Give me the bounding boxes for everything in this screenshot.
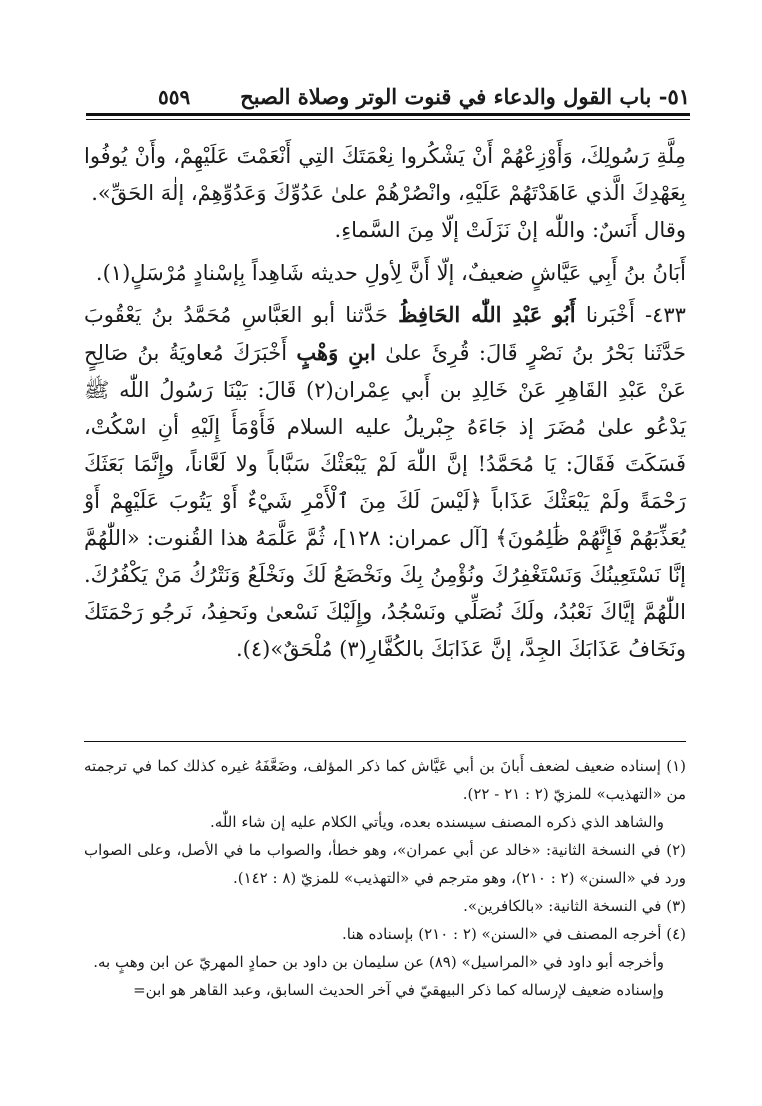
footnote-separator bbox=[84, 741, 686, 742]
hadith-lead: أَخْبَرنا bbox=[585, 303, 635, 327]
page-number: ٥٥٩ bbox=[158, 85, 191, 109]
main-text bbox=[84, 138, 686, 668]
header-rule-thin bbox=[86, 119, 690, 120]
paragraph: وقال أَنَسٌ: واللّٰه إنْ نَزَلَتْ إلّا مِنَ السَّماءِ. bbox=[334, 218, 686, 242]
hadith-text: أَخْبَرَكَ مُعاويَةُ بنُ صَالِحٍ عَنْ عَبْدِ القَاهِرِ عَنْ خَالِدِ بن أَبي عِمْران(٢) قَالَ: بَيْنَا رَسُولُ اللّٰه ﷺ يَدْعُو علىٰ مُضَرَ إذ جَاءَهُ جِبْريلُ عليه السلام فَأَوْمَأَ إِلَيْهِ أنِ اسْكُتْ، فَسَكَتَ فَقَالَ: يَا مُحَمَّدُ! إنَّ اللّٰهَ لَمْ يَبْعَثْكَ سَبَّاباً ولا لَعَّاناً، وإِنَّمَا بَعَثَكَ رَحْمَةً ولَمْ يَبْعَثْكَ عَذَاباً ﴿لَيْسَ لَكَ مِنَ ٱلْأَمْرِ شَيْءٌ أَوْ يَتُوبَ عَلَيْهِمْ أَوْ يُعَذِّبَهُمْ فَإِنَّهُمْ ظَٰلِمُونَ﴾ [آل عمران: ١٢٨]، ثُمَّ عَلَّمَهُ هذا القُنوت: «اللّٰهُمَّ إنَّا نَسْتَعِينُكَ وَنَسْتَغْفِرُكَ ونُؤْمِنُ بِكَ ونَخْضَعُ لَكَ ونَخْلَعُ وَنَتْرُكُ مَنْ يَكْفُرُكَ. اللّٰهُمَّ إيَّاكَ نَعْبُدُ، ولَكَ نُصَلِّي ونَسْجُدُ، وإِلَيْكَ نَسْعىٰ ونَحفِدُ، نَرجُو رَحْمَتَكَ ونَخَافُ عَذَابَكَ الجِدَّ، إنَّ عَذَابَكَ بالكُفَّارِ(٣) مُلْحَقٌ»(٤). bbox=[84, 341, 686, 661]
footnote: (٣) في النسخة الثانية: «بالكافرين». bbox=[463, 897, 686, 915]
paragraph: مِلَّةِ رَسُولِكَ، وَأَوْزِعْهُمْ أَنْ يَشْكُروا نِعْمَتَكَ التِي أَنْعَمْتَ عَلَيْهِمْ، وأَنْ يُوفُوا بِعَهْدِكَ الَّذي عَاهَدْتَهُمْ عَلَيْهِ، وانْصُرْهُمْ علىٰ عَدُوِّكَ وَعَدُوِّهِمْ، إلٰهَ الحَقِّ». bbox=[84, 144, 686, 205]
narrator-name: أَبُو عَبْدِ اللّٰه الحَافِظُ bbox=[398, 302, 576, 327]
footnote: (٢) في النسخة الثانية: «خالد عن أبي عمران»، وهو خطأ، والصواب ما في الأصل، وعلى الصواب ورد في «السنن» (٢ : ٢١٠)، وهو مترجم في «التهذيب» للمزيّ (٨ : ١٤٢). bbox=[84, 841, 686, 887]
footnote: وأخرجه أبو داود في «المراسيل» (٨٩) عن سليمان بن داود بن حمادٍ المهريّ عن ابن وهبٍ به. bbox=[93, 953, 664, 971]
hadith-paragraph bbox=[84, 296, 686, 668]
footnote: (٤) أخرجه المصنف في «السنن» (٢ : ٢١٠) بإسناده هنا. bbox=[341, 925, 686, 943]
narrator-name: ابنِ وَهْبٍ bbox=[296, 340, 376, 365]
chapter-title: ٥١- باب القول والدعاء في قنوت الوتر وصلاة الصبح bbox=[240, 84, 690, 109]
paragraph: أَبَانُ بنُ أَبِي عَيَّاشٍ ضعيفٌ، إلّا أَنَّ لِأولِ حديثه شَاهِداً بِإسْنادٍ مُرْسَلٍ(١). bbox=[95, 261, 686, 285]
hadith-text: حَدَّثنا أبو العَبَّاسِ مُحَمَّدُ بنُ يَعْقُوبَ حَدَّثَنا بَحْرُ بنُ نَصْرٍ قَالَ: قُرِئَ علىٰ bbox=[84, 303, 686, 365]
header-rule-thick bbox=[86, 113, 690, 116]
footnote: والشاهد الذي ذكره المصنف سيسنده بعده، ويأتي الكلام عليه إن شاء اللّٰه. bbox=[210, 813, 664, 831]
footnote: وإسناده ضعيف لإرساله كما ذكر البيهقيّ في آخر الحديث السابق، وعبد القاهر هو ابن= bbox=[133, 981, 664, 999]
running-header bbox=[88, 82, 690, 116]
hadith-number: ٤٣٣- bbox=[645, 303, 686, 327]
footnote: (١) إسناده ضعيف لضعف أَبانَ بن أبي عَيَّاش كما ذكر المؤلف، وضَعَّفَهُ غيره كذلك كما في ترجمته من «التهذيب» للمزيّ (٢ : ٢١ - ٢٢). bbox=[84, 757, 686, 803]
footnotes bbox=[84, 752, 686, 1004]
